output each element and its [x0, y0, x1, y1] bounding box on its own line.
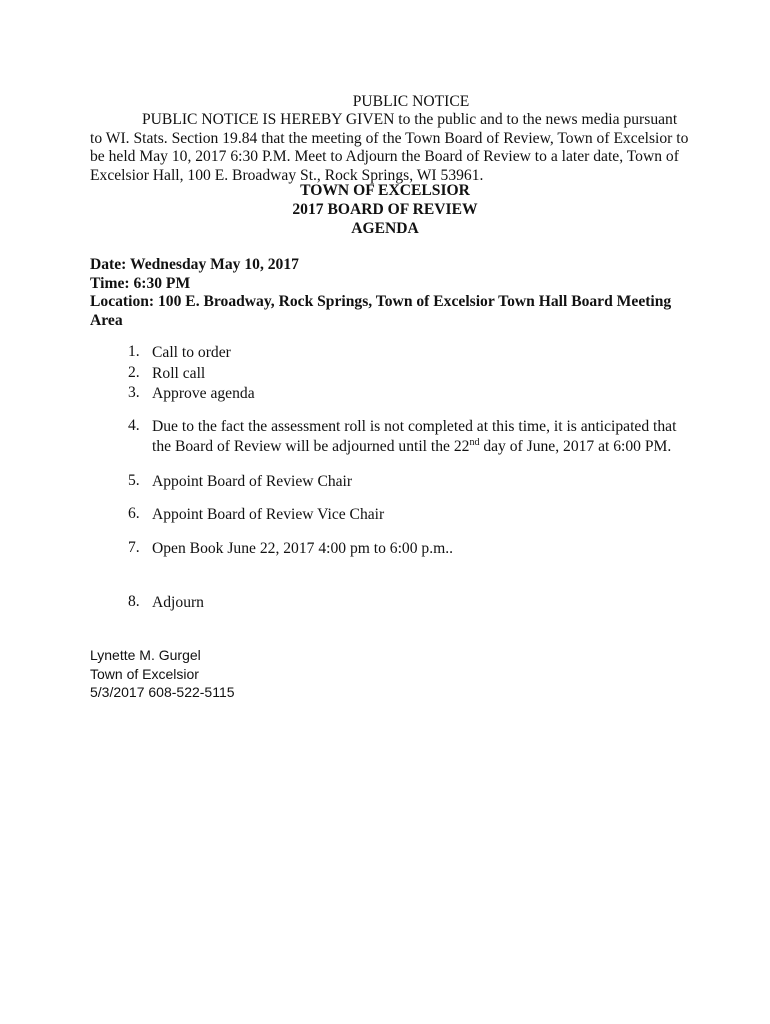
header-board: 2017 BOARD OF REVIEW — [292, 201, 478, 218]
agenda-item-number: 1. — [128, 343, 140, 360]
agenda-item-text: Appoint Board of Review Chair — [152, 473, 353, 490]
signer-name: Lynette M. Gurgel — [90, 647, 201, 663]
signer-date-phone: 5/3/2017 608-522-5115 — [90, 684, 235, 700]
agenda-item-text: Call to order — [152, 344, 231, 361]
agenda-item-number: 3. — [128, 384, 140, 401]
agenda-item-number: 7. — [128, 539, 140, 556]
notice-title: PUBLIC NOTICE — [352, 93, 470, 110]
ordinal-suffix: nd — [469, 436, 480, 448]
agenda-item-number: 5. — [128, 472, 140, 489]
agenda-item-text: Approve agenda — [152, 385, 255, 402]
agenda-item-text-part: Due to the fact the assessment roll is not completed at this time, it is anticipated that the Board of Review will be adjourned until the 22 — [152, 418, 677, 455]
agenda-header — [0, 182, 770, 239]
meeting-location: Location: 100 E. Broadway, Rock Springs, Town of Excelsior Town Hall Board Meeting Area — [90, 293, 672, 329]
agenda-item-text: Adjourn — [152, 594, 204, 611]
agenda-item-text — [152, 417, 687, 457]
header-agenda: AGENDA — [351, 220, 419, 237]
agenda-item-number: 8. — [128, 593, 140, 610]
header-town: TOWN OF EXCELSIOR — [300, 182, 470, 199]
agenda-item-text: Appoint Board of Review Vice Chair — [152, 506, 385, 523]
agenda-item-number: 2. — [128, 364, 140, 381]
agenda-item-text: Open Book June 22, 2017 4:00 pm to 6:00 p.m.. — [152, 540, 454, 557]
signer-organization: Town of Excelsior — [90, 665, 199, 682]
agenda-item-text: Roll call — [152, 365, 206, 382]
agenda-item-text-part: day of June, 2017 at 6:00 PM. — [479, 438, 672, 455]
agenda-item-number: 4. — [128, 417, 140, 434]
meeting-time: Time: 6:30 PM — [90, 274, 191, 292]
meeting-date: Date: Wednesday May 10, 2017 — [90, 256, 299, 273]
signature-block — [90, 646, 235, 702]
notice-intro-paragraph: PUBLIC NOTICE IS HEREBY GIVEN to the public and to the news media pursuant to WI. Stats. Section 19.84 that the meeting of the Town Board of Review, Town of Excelsior to be held May 10, 2017 6:30 P.M. Meet to Adjourn the Board of Review to a later date, Town of Excelsior Hall, 100 E. Broadway St., Rock Springs, WI 53961. — [90, 111, 689, 184]
agenda-item-number: 6. — [128, 505, 140, 522]
meeting-details — [90, 256, 690, 330]
